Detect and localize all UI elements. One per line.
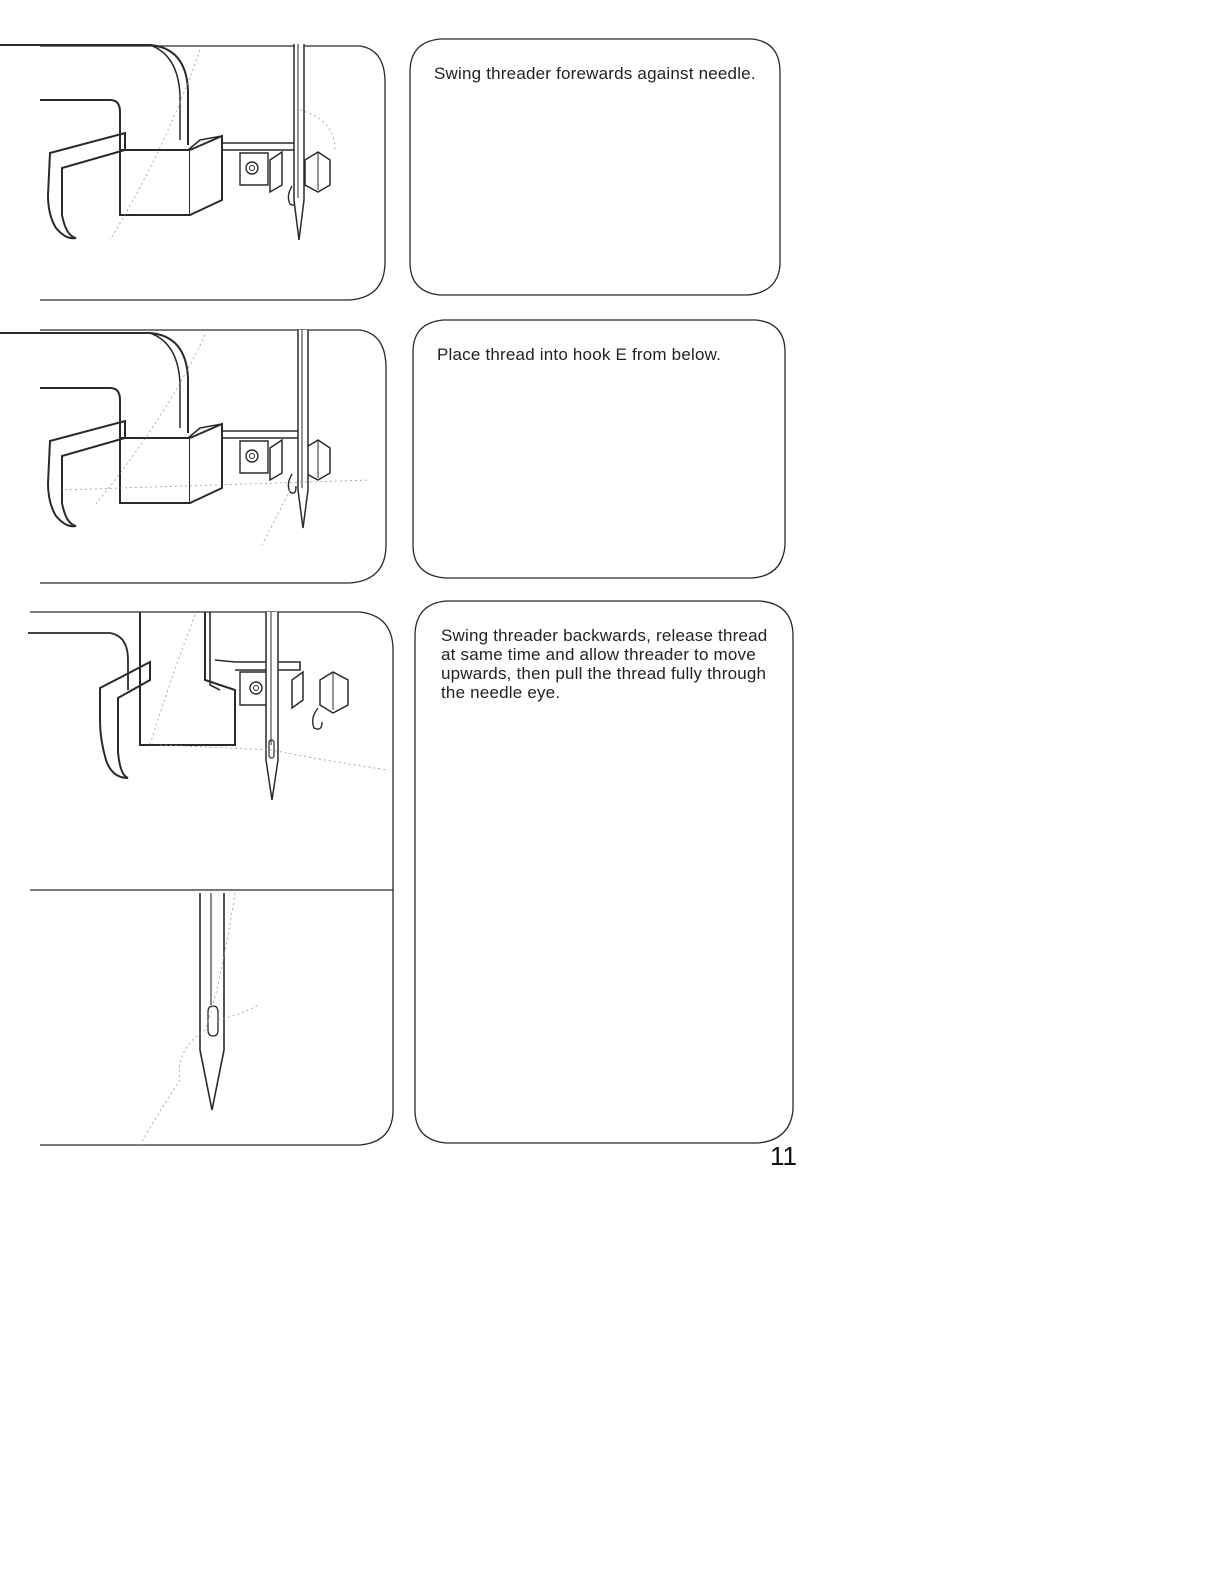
illustration-step-2	[0, 330, 386, 583]
illustration-step-1	[0, 44, 385, 300]
text-panel-borders	[410, 39, 793, 1143]
illustration-step-3	[28, 612, 393, 1145]
page-number: 11	[770, 1141, 797, 1171]
step-1-instruction: Swing threader forewards against needle.	[434, 64, 756, 83]
step-3-instruction: Swing threader backwards, release thread at same time and allow threader to move upwards, then pull the thread fully through the needle eye.	[441, 626, 768, 702]
step-2-instruction: Place thread into hook E from below.	[437, 345, 722, 364]
